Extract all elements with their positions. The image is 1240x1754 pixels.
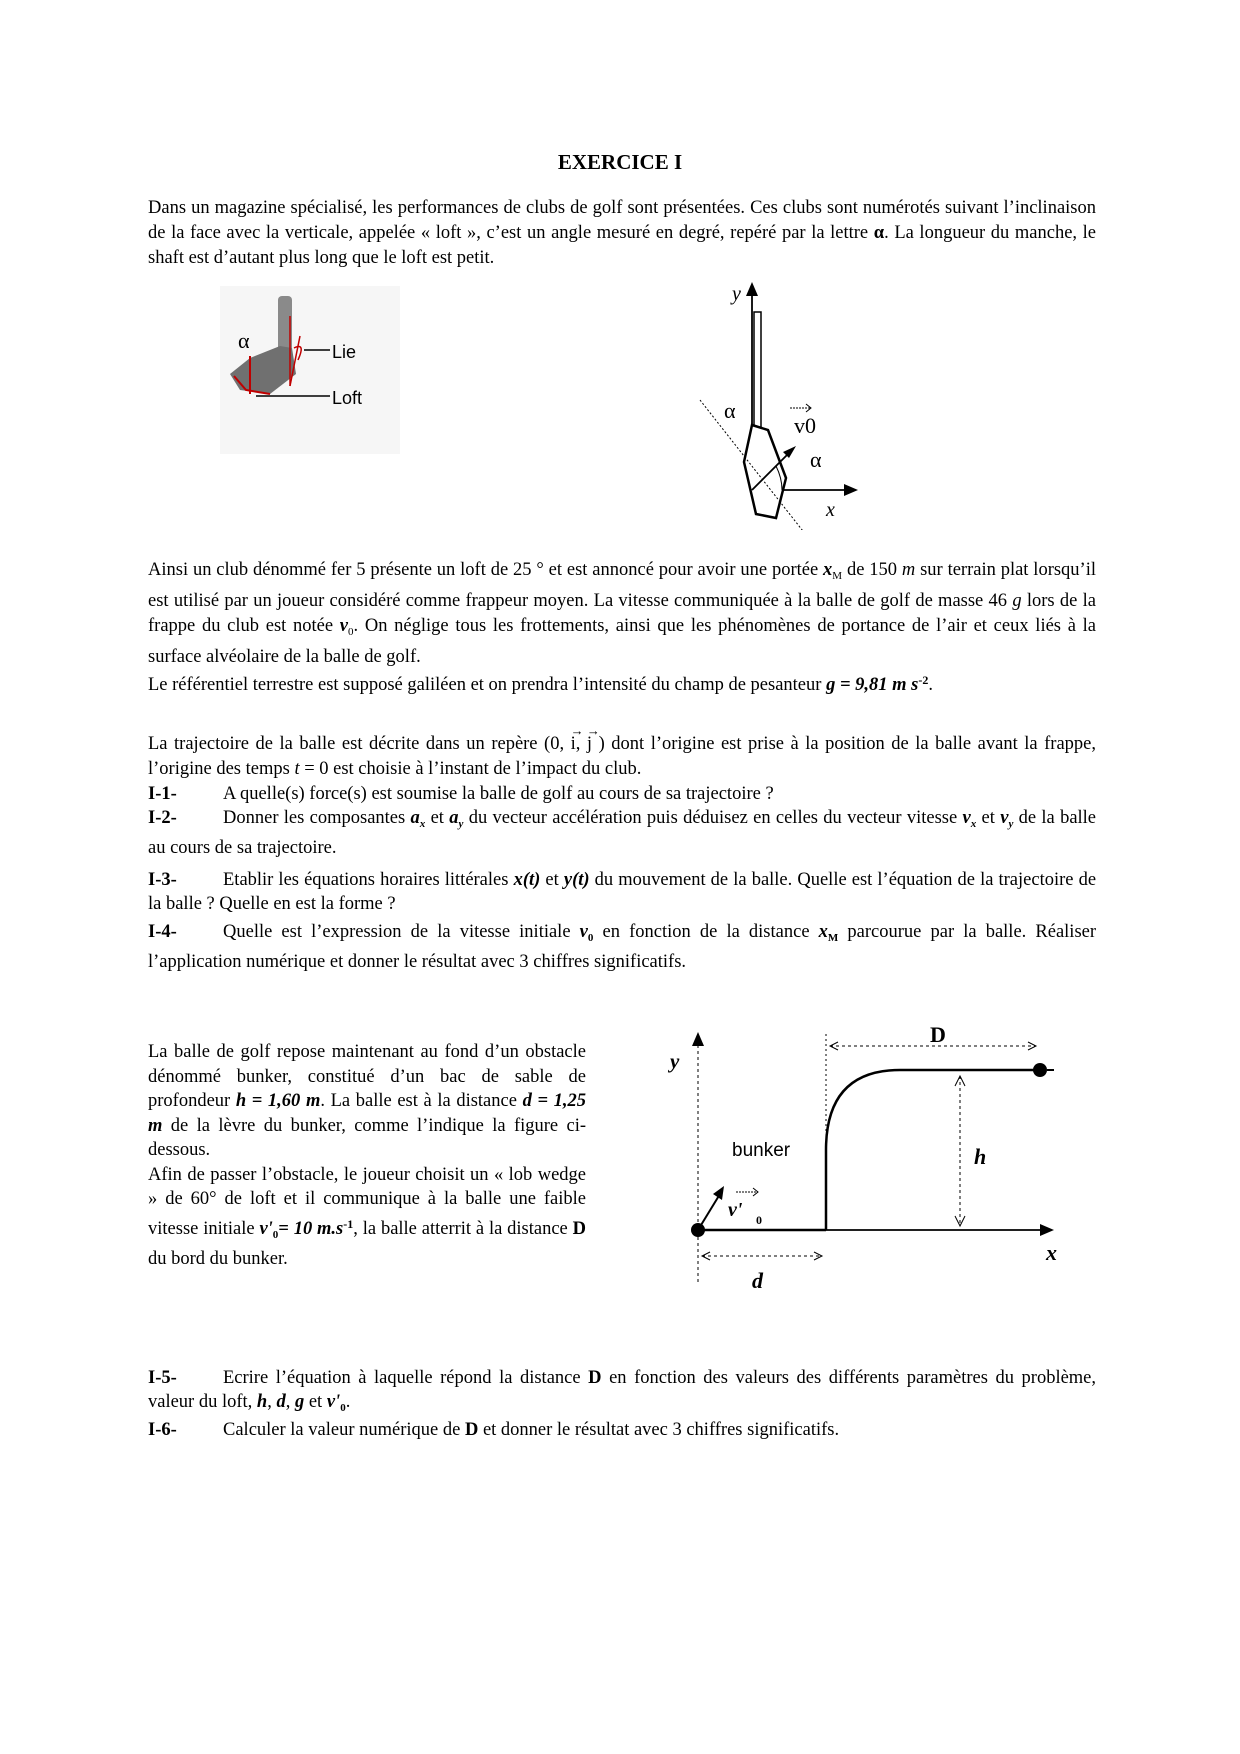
question-5 [148,1366,1096,1420]
D-symbol: D [572,1218,587,1239]
bunker-paragraph [148,1040,586,1272]
x-axis-label: x [826,499,835,521]
xt-symbol: x(t) [513,870,541,890]
q5-D-symbol: D [588,1368,602,1388]
q4-v0-sub: 0 [587,932,594,944]
ax-symbol: a [410,808,420,828]
question-3 [148,868,1096,916]
loft-label: Loft [332,388,363,408]
p2-text-b: de 150 [846,560,898,580]
lie-label: Lie [332,342,357,362]
unit-g: g [1012,591,1022,611]
q5-h-symbol: h [256,1392,268,1412]
D-dimension-label: D [930,1022,946,1047]
v0-symbol: v [339,616,349,636]
ay-sub: y [458,818,464,830]
bunker-text-a: La balle de golf repose maintenant au fond d’un obstacle dénommé bunker, constitué d’un bac de sable de profondeur [148,1042,586,1111]
d-dimension-label: d [752,1268,763,1292]
q5-comma-1: , [267,1392,272,1412]
y-axis-label: y [732,283,741,305]
bunker-text-e: , la balle atterrit à la distance [353,1218,568,1239]
p4-text-c: = 0 est choisie à l’instant de l’impact du club. [304,759,642,779]
bunker-v-label: v' [728,1199,743,1221]
exercise-title: EXERCICE I [557,150,683,174]
bunker-text-d: Afin de passer l’obstacle, le joueur choisit un « lob wedge » de 60° de loft et il communique à la balle une faible vitesse initiale [148,1164,586,1239]
q3-text-a: Etablir les équations horaires littérales [223,870,509,890]
t-symbol: t [294,759,300,779]
q5-text-b: en fonction des valeurs des différents paramètres du problème, valeur du loft, [148,1368,1097,1412]
bunker-text-b: . La balle est à la distance [320,1091,517,1111]
q5-number: I-5- [148,1368,177,1388]
bunker-text-c: de la lèvre du bunker, comme l’indique la figure ci-dessous. [148,1115,587,1160]
q4-xm-symbol: x [818,922,828,942]
alpha-label-2: α [810,447,822,472]
intro-text-1: Dans un magazine spécialisé, les performances de clubs de golf sont présentées. Ces clubs sont numérotés suivant l’inclinaison de la face avec la verticale, appelée « loft », c’est un angle mesuré en degré, repéré par la lettre [148,198,1096,243]
q6-text-b: et donner le résultat avec 3 chiffres significatifs. [482,1420,840,1440]
unit-m: m [901,560,916,580]
paragraph-3 [148,668,1096,698]
xm-sub: M [832,570,843,582]
p2-text-e: . On néglige tous les frottements, ainsi que les phénomènes de portance de l’air et ceux liés à la surface alvéolaire de la balle de golf. [148,616,1096,667]
vx-sub: x [970,818,977,830]
q2-text-b: du vecteur accélération puis déduisez en celles du vecteur vitesse [468,808,958,828]
q3-number: I-3- [148,870,177,890]
intro-text-2: . La longueur du manche, le shaft est d’autant plus long que le loft est petit. [148,223,1097,268]
vx-symbol: v [962,808,971,828]
p4-text-a: La trajectoire de la balle est décrite dans un repère (0, [148,734,565,754]
q4-number: I-4- [148,922,177,942]
q5-end: . [345,1392,351,1412]
q6-number: I-6- [148,1420,177,1440]
yt-symbol: y(t) [563,870,590,890]
q4-xm-sub: M [827,932,839,944]
bunker-label: bunker [732,1140,791,1161]
d-equation: d = 1,25 m [148,1091,587,1136]
question-2 [148,806,1096,860]
q5-v-symbol: v' [326,1392,341,1412]
q2-text-c: de la balle au cours de sa trajectoire. [148,808,1097,858]
v-prime-sub: 0 [272,1228,279,1241]
alpha-symbol: α [873,223,885,243]
vector-j: → j [587,732,592,757]
v0-label: v0 [794,413,816,438]
question-4 [148,920,1096,974]
bunker-x-label: x [1046,1240,1057,1265]
vy-symbol: v [1000,808,1009,828]
q5-v-sub: 0 [340,1402,346,1414]
bunker-text-f: du bord du bunker. [148,1249,288,1269]
club-head-figure [220,286,400,454]
g-equation: g = 9,81 m s [826,675,919,695]
shaft-axes-figure [690,280,870,530]
q2-number: I-2- [148,808,177,828]
intro-paragraph [148,196,1096,271]
v-equation: = 10 m.s [278,1218,344,1239]
question-1 [148,782,1096,806]
q5-text-a: Ecrire l’équation à laquelle répond la distance [223,1368,581,1388]
p3-text: Le référentiel terrestre est supposé galiléen et on prendra l’intensité du champ de pesanteur [148,675,822,695]
v-prime-symbol: v' [259,1218,273,1239]
v0-sub: 0 [348,626,354,638]
q2-et2: et [981,808,995,828]
q4-text-c: parcourue par la balle. Réaliser l’application numérique et donner le résultat avec 3 chiffres significatifs. [148,922,1097,972]
q3-et: et [545,870,559,890]
ay-symbol: a [449,808,459,828]
p3-end: . [928,675,933,695]
bunker-figure [640,1020,1080,1292]
paragraph-2 [148,558,1096,670]
q5-d-symbol: d [276,1392,286,1412]
p2-text-d: lors de la frappe du club est notée [148,591,1096,636]
q3-text-b: du mouvement de la balle. Quelle est l’équation de la trajectoire de la balle ? Quelle en est la forme ? [148,870,1097,914]
paragraph-4 [148,732,1096,782]
q4-text-b: en fonction de la distance [602,922,810,942]
g-exponent: -2 [918,673,929,687]
v-exponent: -1 [343,1216,354,1231]
q6-text-a: Calculer la valeur numérique de [223,1420,461,1440]
q5-g-symbol: g [294,1392,305,1412]
vector-i: → i [571,732,576,757]
h-equation: h = 1,60 m [235,1091,321,1111]
q4-v0-symbol: v [579,922,588,942]
xm-symbol: x [823,560,833,580]
p4-text-b: ) dont l’origine est prise à la position de la balle avant la frappe, l’origine des temps [148,734,1096,779]
q2-text-a: Donner les composantes [223,808,406,828]
alpha-label-1: α [724,398,736,423]
p2-text-a: Ainsi un club dénommé fer 5 présente un loft de 25 ° et est annoncé pour avoir une portée [148,560,819,580]
bunker-y-label: y [670,1049,680,1073]
q1-text: A quelle(s) force(s) est soumise la balle de golf au cours de sa trajectoire ? [223,784,774,804]
vy-sub: y [1008,818,1014,830]
q1-number: I-1- [148,784,177,804]
club-alpha-label: α [238,328,250,353]
bunker-v-sub: 0 [756,1213,762,1227]
p2-text-c: sur terrain plat lorsqu’il est utilisé par un joueur considéré comme frappeur moyen. La vitesse communiquée à la balle de golf de masse 46 [148,560,1096,611]
h-dimension-label: h [974,1144,987,1169]
question-6 [148,1418,1096,1442]
q6-D-symbol: D [464,1420,479,1440]
p4-sep: , [575,734,581,754]
ax-sub: x [419,818,426,830]
q4-text-a: Quelle est l’expression de la vitesse initiale [223,922,571,942]
q5-et: et [308,1392,323,1412]
q5-comma-2: , [285,1392,291,1412]
q2-et: et [430,808,444,828]
